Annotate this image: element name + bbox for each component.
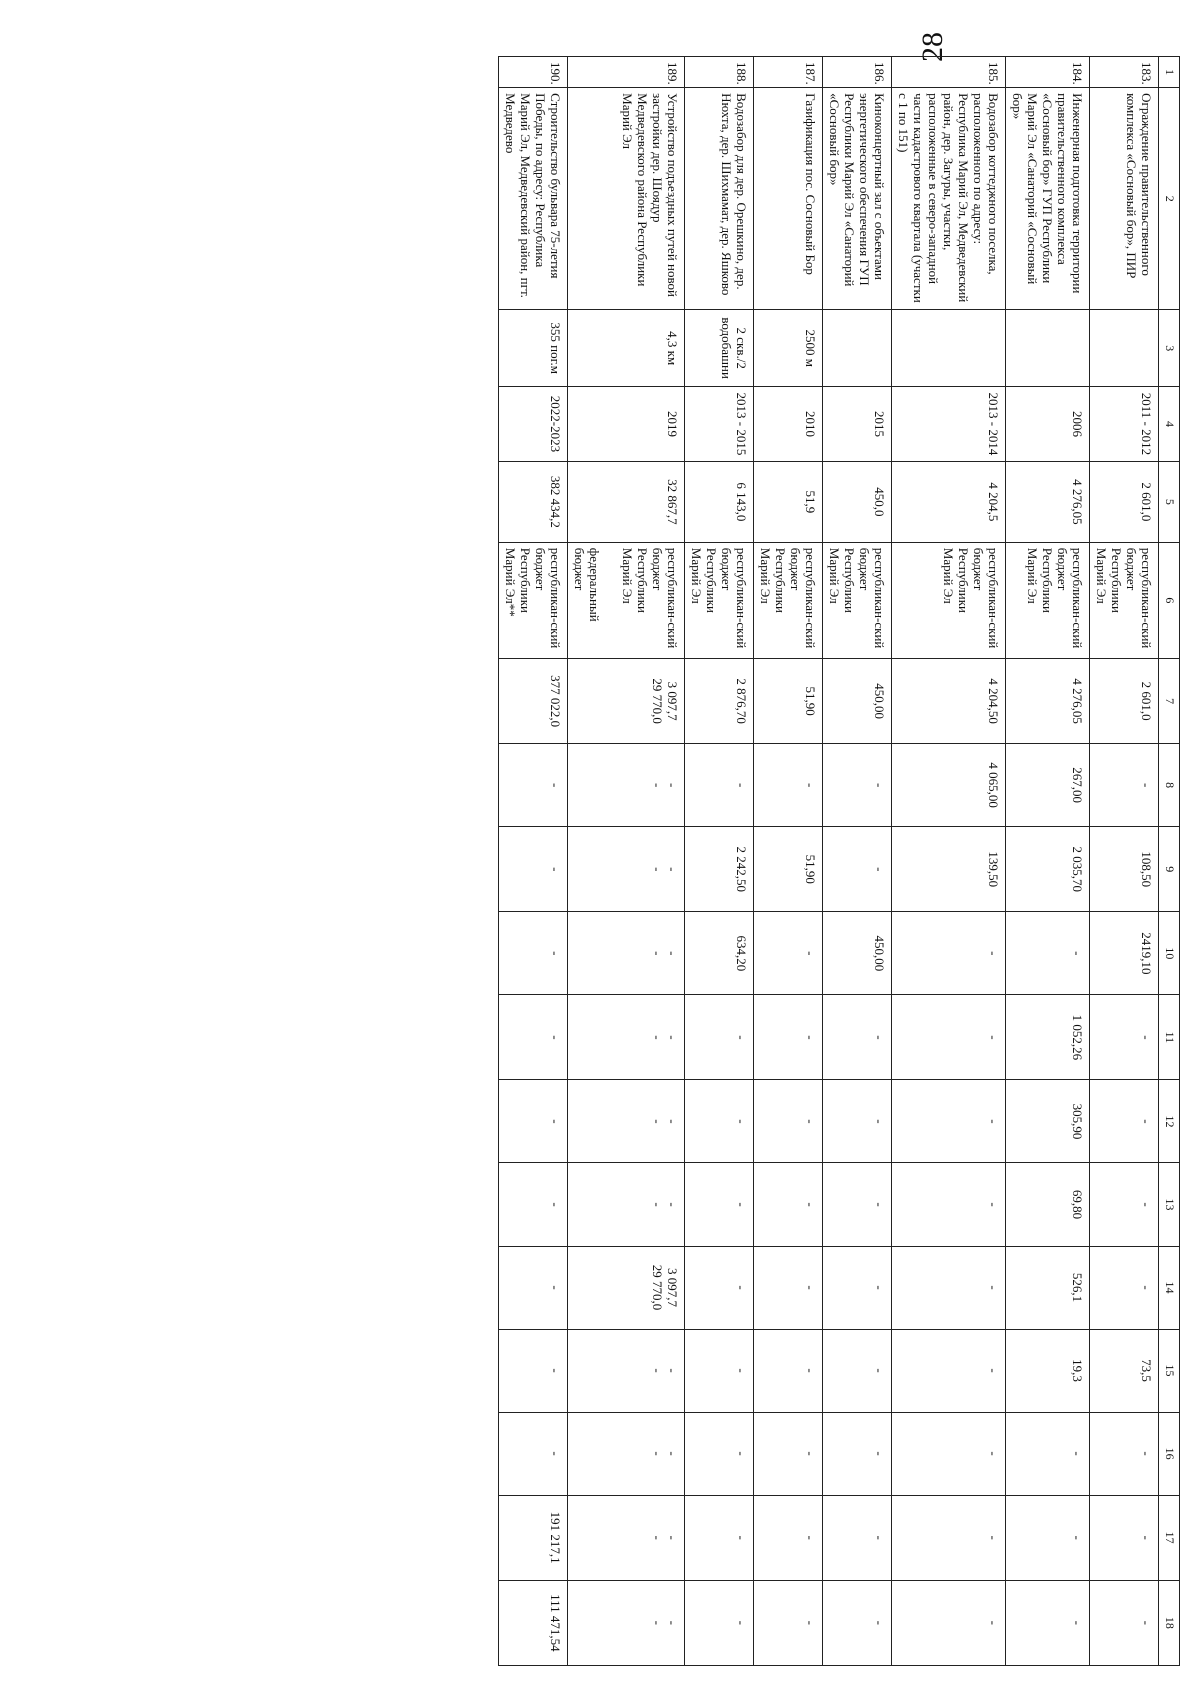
cell-line: федеральный бюджет <box>572 547 602 622</box>
table-cell-col-9 <box>754 827 823 912</box>
table-row <box>685 57 754 1666</box>
table-cell-col-6 <box>823 542 892 658</box>
table-cell-col-12 <box>568 1080 685 1163</box>
table-cell-col-7 <box>823 659 892 744</box>
table-cell-col-17 <box>823 1495 892 1580</box>
table-cell-col-1: 183. <box>1090 57 1159 88</box>
cell-line: - <box>803 951 818 956</box>
cell-line: - <box>650 1451 665 1456</box>
object-name-cell: Водозабор для дер. Орешкино, дер. Нюхта, дер. Шихмамат, дер. Яшково <box>685 88 754 310</box>
cell-line: - <box>1070 951 1085 956</box>
table-cell-col-15 <box>1090 1329 1159 1412</box>
table-cell-col-7 <box>685 659 754 744</box>
column-header: 18 <box>1159 1580 1180 1665</box>
table-cell-col-5: 450,0 <box>823 461 892 542</box>
cell-line: - <box>650 951 665 956</box>
cell-line: 2 601,0 <box>1139 681 1154 721</box>
table-container <box>498 56 1180 1666</box>
cell-line: - <box>803 1285 818 1290</box>
cell-line: - <box>872 1368 887 1373</box>
table-cell-col-12 <box>892 1080 1006 1163</box>
column-header: 8 <box>1159 744 1180 827</box>
table-cell-col-6 <box>754 542 823 658</box>
object-name-cell: Устройство подъездных путей новой застройки дер. Шоядур Медведевского района Республики Марий Эл <box>568 88 685 310</box>
column-header: 5 <box>1159 461 1180 542</box>
table-cell-col-3 <box>1090 310 1159 387</box>
table-cell-col-13 <box>754 1163 823 1246</box>
cell-line: - <box>734 1285 749 1290</box>
cell-line: - <box>548 951 563 956</box>
cell-line: 73,5 <box>1139 1359 1154 1382</box>
cell-line: - <box>650 783 665 788</box>
table-cell-col-14 <box>568 1246 685 1329</box>
cell-line: - <box>734 1035 749 1040</box>
table-cell-col-14 <box>685 1246 754 1329</box>
cell-line: - <box>665 867 680 872</box>
cell-line: - <box>1139 1535 1154 1540</box>
table-row <box>499 57 568 1666</box>
cell-line: - <box>803 1202 818 1207</box>
table-cell-col-17 <box>568 1495 685 1580</box>
table-cell-col-1: 188. <box>685 57 754 88</box>
table-cell-col-5: 4 204,5 <box>892 461 1006 542</box>
cell-line: 51,90 <box>803 686 818 716</box>
table-cell-col-4: 2015 <box>823 387 892 462</box>
cell-line: - <box>548 783 563 788</box>
table-cell-col-6 <box>1006 542 1090 658</box>
table-cell-col-12 <box>754 1080 823 1163</box>
column-header: 6 <box>1159 542 1180 658</box>
cell-line: 108,50 <box>1139 851 1154 888</box>
cell-line: - <box>1139 1620 1154 1626</box>
cell-line: 69,80 <box>1070 1189 1085 1220</box>
object-name-cell: Инженерная подготовка территории правительственного комплекса «Сосновый бор» ГУП Республики Марий Эл «Санаторий «Сосновый бор» <box>1006 88 1090 310</box>
cell-line: 1 052,26 <box>1070 1014 1085 1061</box>
table-cell-col-7 <box>1090 659 1159 744</box>
cell-line: - <box>548 1451 563 1456</box>
table-cell-col-17 <box>1090 1495 1159 1580</box>
cell-line: - <box>665 1451 680 1456</box>
table-cell-col-15 <box>823 1329 892 1412</box>
table-row <box>754 57 823 1666</box>
table-row <box>1090 57 1159 1666</box>
cell-line: 111 471,54 <box>548 1594 563 1652</box>
table-cell-col-6 <box>892 542 1006 658</box>
table-cell-col-3: 2 скв./2 водобашни <box>685 310 754 387</box>
table-cell-col-5: 32 867,7 <box>568 461 685 542</box>
cell-line: - <box>986 1119 1001 1124</box>
table-cell-col-5: 51,9 <box>754 461 823 542</box>
cell-line: - <box>872 1285 887 1290</box>
table-cell-col-18 <box>754 1580 823 1665</box>
investment-table <box>498 56 1180 1666</box>
cell-line: - <box>548 1119 563 1124</box>
cell-line: - <box>986 1451 1001 1456</box>
cell-line: - <box>650 1119 665 1124</box>
cell-line: - <box>548 1202 563 1207</box>
table-cell-col-1: 187. <box>754 57 823 88</box>
table-cell-col-18 <box>1090 1580 1159 1665</box>
table-cell-col-8 <box>568 744 685 827</box>
table-cell-col-16 <box>499 1412 568 1495</box>
cell-line: - <box>548 1035 563 1040</box>
table-cell-col-4: 2013 - 2014 <box>892 387 1006 462</box>
table-cell-col-13 <box>499 1163 568 1246</box>
cell-line: 2 876,70 <box>734 678 749 724</box>
cell-line: - <box>803 1620 818 1626</box>
table-cell-col-9 <box>685 827 754 912</box>
table-cell-col-18 <box>892 1580 1006 1665</box>
cell-line: 3 097,7 <box>665 681 680 721</box>
cell-line: - <box>986 1202 1001 1207</box>
cell-line: - <box>872 1202 887 1207</box>
table-cell-col-1: 189. <box>568 57 685 88</box>
table-cell-col-14 <box>499 1246 568 1329</box>
table-cell-col-10 <box>892 912 1006 995</box>
cell-line: - <box>734 783 749 788</box>
table-cell-col-17 <box>754 1495 823 1580</box>
table-cell-col-3 <box>823 310 892 387</box>
table-cell-col-14 <box>1006 1246 1090 1329</box>
table-cell-col-8 <box>499 744 568 827</box>
table-cell-col-7 <box>499 659 568 744</box>
cell-line: - <box>665 1119 680 1124</box>
cell-line: - <box>734 1202 749 1207</box>
cell-line: - <box>1139 1119 1154 1124</box>
cell-line: - <box>1139 1285 1154 1290</box>
cell-line: - <box>650 1620 665 1626</box>
cell-line: - <box>650 1368 665 1373</box>
table-cell-col-4: 2019 <box>568 387 685 462</box>
table-row <box>823 57 892 1666</box>
table-cell-col-13 <box>823 1163 892 1246</box>
table-cell-col-15 <box>499 1329 568 1412</box>
cell-line: - <box>1070 1535 1085 1540</box>
table-cell-col-16 <box>568 1412 685 1495</box>
cell-line: - <box>872 1119 887 1124</box>
header-row <box>1159 57 1180 1666</box>
cell-line: республикан-ский бюджет Республики Марий Эл <box>620 547 680 649</box>
table-cell-col-11 <box>499 995 568 1080</box>
cell-line: 4 204,50 <box>986 678 1001 724</box>
table-cell-col-14 <box>1090 1246 1159 1329</box>
table-cell-col-18 <box>568 1580 685 1665</box>
column-header: 12 <box>1159 1080 1180 1163</box>
cell-line: 191 217,1 <box>548 1511 563 1564</box>
table-cell-col-10 <box>499 912 568 995</box>
cell-line: - <box>665 1535 680 1540</box>
table-cell-col-4: 2013 - 2015 <box>685 387 754 462</box>
object-name-cell: Водозабор коттеджного поселка, расположенного по адресу: Республика Марий Эл, Медведевский район, дер. Загуры, участки, расположенные в северо-западной части кадастрового квартала (участки с 1 по 151) <box>892 88 1006 310</box>
table-cell-col-1: 185. <box>892 57 1006 88</box>
cell-line: 377 022,0 <box>548 675 563 728</box>
cell-line: 2 242,50 <box>734 846 749 892</box>
cell-line: - <box>1070 1620 1085 1626</box>
cell-line: 19,3 <box>1070 1359 1085 1382</box>
cell-line: - <box>872 1535 887 1540</box>
column-header: 14 <box>1159 1246 1180 1329</box>
table-cell-col-7 <box>754 659 823 744</box>
object-name-cell: Ограждение правительственного комплекса «Сосновый бор», ПИР <box>1090 88 1159 310</box>
column-header: 10 <box>1159 912 1180 995</box>
cell-line: - <box>803 1535 818 1540</box>
table-cell-col-4: 2011 - 2012 <box>1090 387 1159 462</box>
table-cell-col-16 <box>892 1412 1006 1495</box>
cell-line: 4 276,05 <box>1070 678 1085 724</box>
cell-line: - <box>548 1368 563 1373</box>
table-cell-col-11 <box>685 995 754 1080</box>
table-cell-col-4: 2022-2023 <box>499 387 568 462</box>
table-cell-col-6 <box>568 542 685 658</box>
cell-line: - <box>548 867 563 872</box>
cell-line: - <box>1139 1035 1154 1040</box>
table-cell-col-15 <box>685 1329 754 1412</box>
table-cell-col-8 <box>754 744 823 827</box>
cell-line: 4 065,00 <box>986 762 1001 808</box>
table-cell-col-12 <box>823 1080 892 1163</box>
table-cell-col-1: 186. <box>823 57 892 88</box>
cell-line: - <box>872 1035 887 1040</box>
cell-line: - <box>872 783 887 788</box>
table-cell-col-5: 2 601,0 <box>1090 461 1159 542</box>
table-cell-col-14 <box>892 1246 1006 1329</box>
cell-line: 29 770,0 <box>650 1264 665 1311</box>
table-cell-col-9 <box>823 827 892 912</box>
cell-line: 139,50 <box>986 851 1001 888</box>
cell-line: 2419,10 <box>1139 932 1154 975</box>
table-cell-col-10 <box>568 912 685 995</box>
cell-line: 3 097,7 <box>665 1268 680 1308</box>
cell-line: - <box>986 1368 1001 1373</box>
table-cell-col-9 <box>499 827 568 912</box>
table-cell-col-13 <box>685 1163 754 1246</box>
table-cell-col-7 <box>892 659 1006 744</box>
column-header: 3 <box>1159 310 1180 387</box>
table-cell-col-13 <box>568 1163 685 1246</box>
cell-line: - <box>734 1620 749 1626</box>
table-cell-col-3: 2500 м <box>754 310 823 387</box>
table-cell-col-15 <box>1006 1329 1090 1412</box>
cell-line: - <box>548 1285 563 1290</box>
cell-line: - <box>650 867 665 872</box>
table-cell-col-7 <box>568 659 685 744</box>
cell-line: - <box>803 1035 818 1040</box>
cell-line: - <box>665 1620 680 1626</box>
table-cell-col-4: 2006 <box>1006 387 1090 462</box>
cell-line: 450,00 <box>872 683 887 719</box>
cell-line: - <box>1139 783 1154 788</box>
cell-line: - <box>872 867 887 872</box>
column-header: 1 <box>1159 57 1180 88</box>
table-cell-col-14 <box>754 1246 823 1329</box>
table-cell-col-12 <box>685 1080 754 1163</box>
cell-line: 51,90 <box>803 854 818 884</box>
cell-line: - <box>986 951 1001 956</box>
table-cell-col-3 <box>892 310 1006 387</box>
cell-line: - <box>665 1035 680 1040</box>
table-cell-col-4: 2010 <box>754 387 823 462</box>
table-cell-col-16 <box>1006 1412 1090 1495</box>
cell-line: - <box>650 1202 665 1207</box>
table-cell-col-8 <box>892 744 1006 827</box>
object-name-cell: Строительство бульвара 75-летия Победы, по адресу: Республика Марий Эл, Медведевский район, пгт. Медведево <box>499 88 568 310</box>
cell-line: республикан-ский бюджет Республики Марий Эл <box>689 547 749 649</box>
table-cell-col-11 <box>1006 995 1090 1080</box>
table-cell-col-3: 355 пог.м <box>499 310 568 387</box>
cell-line: - <box>872 1451 887 1456</box>
cell-line: 450,00 <box>872 935 887 972</box>
table-cell-col-7 <box>1006 659 1090 744</box>
table-cell-col-12 <box>1006 1080 1090 1163</box>
object-name-cell: Газификация пос. Сосновый Бор <box>754 88 823 310</box>
table-cell-col-16 <box>823 1412 892 1495</box>
cell-line: республикан-ский бюджет Республики Марий Эл <box>941 547 1001 649</box>
column-header: 11 <box>1159 995 1180 1080</box>
table-cell-col-16 <box>754 1412 823 1495</box>
cell-line: - <box>665 1368 680 1373</box>
table-cell-col-17 <box>685 1495 754 1580</box>
table-cell-col-5: 4 276,05 <box>1006 461 1090 542</box>
cell-line: - <box>986 1535 1001 1540</box>
table-cell-col-10 <box>1006 912 1090 995</box>
cell-line: республикан-ский бюджет Республики Марий Эл <box>1094 547 1154 649</box>
cell-line: - <box>1139 1202 1154 1207</box>
table-cell-col-17 <box>499 1495 568 1580</box>
table-cell-col-9 <box>1090 827 1159 912</box>
column-header: 4 <box>1159 387 1180 462</box>
table-cell-col-1: 190. <box>499 57 568 88</box>
page-number: 28 <box>916 32 949 62</box>
table-cell-col-11 <box>823 995 892 1080</box>
table-body <box>499 57 1159 1666</box>
cell-line: 305,90 <box>1070 1103 1085 1140</box>
table-cell-col-10 <box>1090 912 1159 995</box>
cell-line: - <box>665 1202 680 1207</box>
cell-line: 634,20 <box>734 935 749 972</box>
cell-line: - <box>872 1620 887 1626</box>
table-cell-col-11 <box>754 995 823 1080</box>
table-cell-col-10 <box>754 912 823 995</box>
table-cell-col-17 <box>892 1495 1006 1580</box>
cell-line: - <box>734 1368 749 1373</box>
cell-line: - <box>1070 1451 1085 1456</box>
cell-line: 2 035,70 <box>1070 846 1085 892</box>
table-cell-col-14 <box>823 1246 892 1329</box>
cell-line: 267,00 <box>1070 767 1085 804</box>
table-cell-col-10 <box>685 912 754 995</box>
table-cell-col-13 <box>1006 1163 1090 1246</box>
table-cell-col-17 <box>1006 1495 1090 1580</box>
cell-line: республикан-ский бюджет Республики Марий Эл <box>1025 547 1085 649</box>
table-cell-col-1: 184. <box>1006 57 1090 88</box>
cell-line: - <box>1139 1451 1154 1456</box>
table-cell-col-8 <box>1090 744 1159 827</box>
cell-line: республикан-ский бюджет Республики Марий Эл** <box>503 547 563 649</box>
table-cell-col-6 <box>499 542 568 658</box>
table-cell-col-9 <box>568 827 685 912</box>
cell-line: - <box>986 1285 1001 1290</box>
cell-line: - <box>803 1368 818 1373</box>
column-header: 7 <box>1159 659 1180 744</box>
table-cell-col-12 <box>499 1080 568 1163</box>
table-cell-col-9 <box>892 827 1006 912</box>
table-row <box>892 57 1006 1666</box>
table-cell-col-18 <box>1006 1580 1090 1665</box>
table-cell-col-18 <box>685 1580 754 1665</box>
cell-line: республикан-ский бюджет Республики Марий Эл <box>827 547 887 649</box>
table-cell-col-3 <box>1006 310 1090 387</box>
table-cell-col-13 <box>892 1163 1006 1246</box>
object-name-cell: Киноконцертный зал с объектами энергетического обеспечения ГУП Республики Марий Эл «Санаторий «Сосновый бор» <box>823 88 892 310</box>
column-header: 13 <box>1159 1163 1180 1246</box>
cell-line: - <box>986 1620 1001 1626</box>
cell-line: - <box>734 1119 749 1124</box>
column-header: 16 <box>1159 1412 1180 1495</box>
cell-line: - <box>803 1119 818 1124</box>
cell-line: - <box>803 1451 818 1456</box>
table-cell-col-18 <box>499 1580 568 1665</box>
table-cell-col-16 <box>685 1412 754 1495</box>
table-cell-col-8 <box>1006 744 1090 827</box>
table-cell-col-8 <box>823 744 892 827</box>
table-row <box>1006 57 1090 1666</box>
table-row <box>568 57 685 1666</box>
table-cell-col-11 <box>892 995 1006 1080</box>
table-cell-col-15 <box>892 1329 1006 1412</box>
cell-line: 526,1 <box>1070 1272 1085 1303</box>
column-header: 2 <box>1159 88 1180 310</box>
table-cell-col-6 <box>1090 542 1159 658</box>
cell-line: - <box>803 783 818 788</box>
table-cell-col-13 <box>1090 1163 1159 1246</box>
table-cell-col-11 <box>568 995 685 1080</box>
column-header: 17 <box>1159 1495 1180 1580</box>
cell-line: - <box>734 1535 749 1540</box>
table-cell-col-8 <box>685 744 754 827</box>
table-cell-col-18 <box>823 1580 892 1665</box>
table-cell-col-5: 6 143,0 <box>685 461 754 542</box>
cell-line: республикан-ский бюджет Республики Марий Эл <box>758 547 818 649</box>
table-cell-col-16 <box>1090 1412 1159 1495</box>
cell-line: - <box>665 951 680 956</box>
cell-line: - <box>734 1451 749 1456</box>
column-header: 9 <box>1159 827 1180 912</box>
cell-line: - <box>650 1535 665 1540</box>
cell-line: - <box>665 783 680 788</box>
column-header: 15 <box>1159 1329 1180 1412</box>
table-cell-col-15 <box>754 1329 823 1412</box>
table-cell-col-6 <box>685 542 754 658</box>
cell-line: - <box>650 1035 665 1040</box>
table-cell-col-11 <box>1090 995 1159 1080</box>
cell-line: 29 770,0 <box>650 678 665 724</box>
table-cell-col-15 <box>568 1329 685 1412</box>
table-cell-col-5: 382 434,2 <box>499 461 568 542</box>
cell-line: - <box>986 1035 1001 1040</box>
table-cell-col-12 <box>1090 1080 1159 1163</box>
table-cell-col-3: 4,3 км <box>568 310 685 387</box>
table-cell-col-10 <box>823 912 892 995</box>
table-cell-col-9 <box>1006 827 1090 912</box>
